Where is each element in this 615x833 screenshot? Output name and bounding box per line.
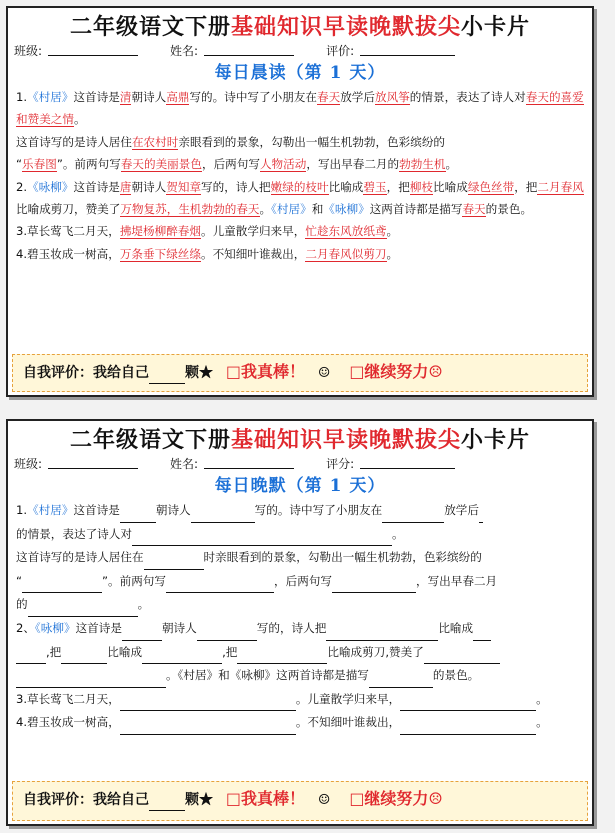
text-segment: 。不知细叶谁裁出，: [200, 246, 306, 261]
morning-item-2: [16, 176, 584, 221]
text-segment: 嫩绿的枝叶: [270, 179, 329, 194]
answer-blank[interactable]: [473, 626, 491, 641]
text-segment: 朝诗人: [155, 503, 191, 517]
text-segment: 比喻成剪刀,赞美了: [327, 644, 424, 659]
text-segment: 评价:: [326, 44, 355, 58]
text-segment: 碧玉: [363, 179, 387, 194]
text-segment: 。: [259, 202, 272, 217]
text-segment: ”。前两句写: [102, 573, 166, 588]
text-segment: 拂堤杨柳醉春烟: [119, 224, 201, 239]
text-segment: 。: [445, 157, 458, 172]
text-segment: 。不知细叶谁裁出，: [295, 715, 401, 730]
text-segment: ，后两句写: [201, 157, 260, 172]
answer-blank[interactable]: [120, 508, 156, 523]
text-segment: 在农村时: [131, 134, 179, 149]
text-segment: “: [16, 157, 23, 172]
text-segment: 姓名:: [170, 457, 199, 471]
text-segment: 时亲眼看到的景象，勾勒出一幅生机勃勃，色彩缤纷的: [203, 550, 482, 565]
morning-card: [6, 6, 594, 397]
answer-blank[interactable]: [120, 720, 296, 735]
text-segment: 3.草长莺飞二月天，: [16, 691, 120, 706]
text-segment: 小卡片: [461, 427, 531, 453]
text-segment: ，后两句写: [274, 573, 332, 588]
answer-blank[interactable]: [197, 626, 257, 641]
smile-icon: ☺: [317, 365, 331, 381]
evening-item-4: [16, 711, 584, 735]
evening-content: [8, 499, 592, 735]
text-segment: ，把: [514, 179, 538, 194]
text-segment: 二月春风似剪刀: [305, 246, 387, 261]
text-segment: 颗★: [185, 365, 213, 381]
text-segment: ,把: [46, 644, 62, 659]
morning-item-1: [16, 86, 584, 176]
text-segment: 二年级语文下册: [69, 14, 231, 40]
text-segment: 清: [119, 90, 132, 104]
card-title: [8, 12, 592, 42]
text-segment: 忙趁东风放纸鸢: [305, 224, 387, 239]
text-segment: 4.碧玉妆成一树高，: [16, 246, 120, 261]
text-segment: 二月春风: [537, 179, 584, 194]
answer-blank[interactable]: [16, 673, 166, 688]
evening-item-1: [16, 499, 584, 617]
text-segment: 。儿童散学归来早，: [295, 691, 401, 706]
text-segment: 《村居》: [271, 202, 312, 217]
student-info-row: [8, 42, 592, 60]
text-segment: 这首诗写的是诗人居住: [16, 134, 132, 149]
text-segment: 的情景，表达了诗人对: [16, 526, 132, 541]
text-segment: 3.草长莺飞二月天，: [16, 224, 120, 239]
text-segment: 。儿童散学归来早，: [200, 224, 306, 239]
text-segment: 。: [391, 526, 404, 541]
text-segment: 自我评价：我给自己: [23, 365, 149, 381]
text-segment: 评分:: [326, 457, 355, 471]
text-segment: 2.: [16, 179, 28, 194]
answer-blank[interactable]: [191, 508, 255, 523]
answer-blank[interactable]: [326, 626, 438, 641]
answer-blank[interactable]: [382, 508, 444, 523]
text-segment: ，把: [386, 179, 410, 194]
text-segment: 人物活动: [259, 157, 307, 172]
text-segment: 自我评价：我给自己: [23, 792, 149, 808]
text-segment: 《村居》: [27, 90, 74, 104]
answer-blank[interactable]: [142, 649, 222, 664]
text-segment: 。《村居》和《咏柳》这两首诗都是描写: [166, 668, 369, 683]
answer-blank[interactable]: [400, 696, 536, 711]
text-segment: 春天: [462, 202, 486, 217]
text-segment: 基础知识早读晚默拔尖: [230, 14, 461, 40]
text-segment: 《咏柳》: [34, 620, 76, 635]
text-segment: 这首诗是: [73, 90, 120, 104]
morning-subtitle: 每日晨读（第 1 天）: [214, 63, 386, 83]
text-segment: 春天的喜爱和赞美之情: [16, 90, 584, 127]
text-segment: ,把: [222, 644, 238, 659]
text-segment: 朝诗人: [131, 179, 167, 194]
answer-blank[interactable]: [424, 649, 500, 664]
text-segment: 唐: [119, 179, 132, 194]
text-segment: 柳枝: [409, 179, 434, 194]
text-segment: ，写出早春二月: [415, 573, 498, 588]
great-checkbox[interactable]: □我真棒！: [225, 789, 305, 808]
text-segment: 《咏柳》: [27, 179, 74, 194]
card-title: [8, 425, 592, 455]
text-segment: 二年级语文下册: [69, 427, 231, 453]
text-segment: 比喻成剪刀，赞美了: [16, 202, 121, 217]
keep-trying-checkbox[interactable]: □继续努力☹: [349, 362, 443, 381]
text-segment: 写的，诗人把: [256, 620, 327, 635]
class-field[interactable]: [48, 42, 138, 56]
text-segment: 写的。诗中写了小朋友在: [254, 503, 383, 517]
text-segment: 基础知识早读晚默拔尖: [230, 427, 461, 453]
answer-blank[interactable]: [166, 578, 274, 593]
text-segment: 这首诗写的是诗人居住在: [16, 550, 144, 565]
text-segment: 万条垂下绿丝绦: [119, 246, 201, 261]
text-segment: 朝诗人: [131, 90, 167, 104]
morning-item-4: [16, 243, 584, 265]
text-segment: ，写出早春二月的: [306, 157, 400, 172]
morning-item-3: [16, 220, 584, 242]
text-segment: 高鼎: [166, 90, 190, 104]
text-segment: “: [16, 573, 23, 588]
text-segment: 比喻成: [433, 179, 468, 194]
text-segment: 万物复苏，生机勃勃的春天: [120, 202, 260, 217]
text-segment: 写的，诗人把: [201, 179, 271, 194]
text-segment: 的景色。: [485, 202, 533, 217]
star-count-field[interactable]: [149, 363, 185, 384]
text-segment: 1.: [16, 90, 28, 104]
text-segment: 乐春图: [22, 157, 57, 172]
text-segment: 春天的美丽景色: [120, 157, 202, 172]
text-segment: ”。前两句写: [56, 157, 121, 172]
text-segment: 绿色丝带: [467, 179, 515, 194]
text-segment: 这首诗是: [75, 620, 122, 635]
evening-card: [6, 419, 594, 826]
text-segment: 颗★: [185, 792, 213, 808]
text-segment: 。: [73, 112, 86, 127]
name-field[interactable]: [204, 455, 294, 469]
text-segment: 。: [386, 224, 399, 239]
text-segment: 放学后: [444, 503, 479, 517]
answer-blank[interactable]: [369, 673, 433, 688]
text-segment: 勃勃生机: [399, 157, 446, 172]
text-segment: 春天: [317, 90, 341, 104]
text-segment: 。: [536, 691, 548, 706]
text-segment: 比喻成: [107, 644, 143, 659]
text-segment: 贺知章: [166, 179, 202, 194]
answer-blank[interactable]: [122, 626, 162, 641]
morning-content: [8, 86, 592, 265]
text-segment: 比喻成: [438, 620, 474, 635]
answer-blank[interactable]: [16, 649, 46, 664]
star-count-field[interactable]: [149, 790, 185, 811]
answer-blank[interactable]: [332, 578, 416, 593]
text-segment: 和: [311, 202, 324, 217]
evening-item-2: [16, 617, 584, 688]
text-segment: 写的。诗中写了小朋友在: [189, 90, 317, 104]
answer-blank[interactable]: [237, 649, 327, 664]
score-field[interactable]: [360, 455, 455, 469]
text-segment: 。: [137, 597, 150, 612]
text-segment: 放风筝: [375, 90, 410, 104]
answer-blank[interactable]: [120, 696, 296, 711]
text-segment: 这首诗是: [73, 503, 120, 517]
class-field[interactable]: [48, 455, 138, 469]
text-segment: 《村居》: [27, 503, 74, 517]
text-segment: 亲眼看到的景象，勾勒出一幅生机勃勃，色彩缤纷的: [178, 134, 446, 149]
self-evaluation-box: [12, 354, 588, 392]
smile-icon: ☺: [317, 792, 331, 808]
name-field[interactable]: [204, 42, 294, 56]
text-segment: 《咏柳》: [323, 202, 370, 217]
answer-blank[interactable]: [479, 508, 483, 523]
text-segment: 的: [16, 597, 28, 612]
text-segment: 。: [536, 715, 548, 730]
text-segment: 朝诗人: [161, 620, 197, 635]
text-segment: 放学后: [340, 90, 375, 104]
student-info-row: [8, 455, 592, 473]
text-segment: 。: [386, 246, 399, 261]
text-segment: 1.: [16, 503, 28, 517]
keep-trying-checkbox[interactable]: □继续努力☹: [349, 789, 443, 808]
text-segment: 的情景，表达了诗人对: [409, 90, 526, 104]
text-segment: 这两首诗都是描写: [369, 202, 463, 217]
text-segment: 比喻成: [328, 179, 364, 194]
text-segment: 这首诗是: [73, 179, 120, 194]
evaluation-field[interactable]: [360, 42, 455, 56]
answer-blank[interactable]: [28, 602, 138, 617]
text-segment: 2、: [16, 620, 35, 635]
answer-blank[interactable]: [144, 555, 204, 570]
answer-blank[interactable]: [132, 531, 392, 546]
answer-blank[interactable]: [400, 720, 536, 735]
self-evaluation-box: [12, 781, 588, 821]
text-segment: 小卡片: [461, 14, 531, 40]
evening-subtitle: 每日晚默（第 1 天）: [214, 476, 386, 496]
text-segment: 4.碧玉妆成一树高，: [16, 715, 120, 730]
text-segment: 的景色。: [432, 668, 480, 683]
answer-blank[interactable]: [22, 578, 102, 593]
answer-blank[interactable]: [61, 649, 107, 664]
text-segment: 班级:: [14, 457, 43, 471]
evening-item-3: [16, 688, 584, 712]
text-segment: 班级:: [14, 44, 43, 58]
text-segment: 姓名:: [170, 44, 199, 58]
great-checkbox[interactable]: □我真棒！: [225, 362, 305, 381]
